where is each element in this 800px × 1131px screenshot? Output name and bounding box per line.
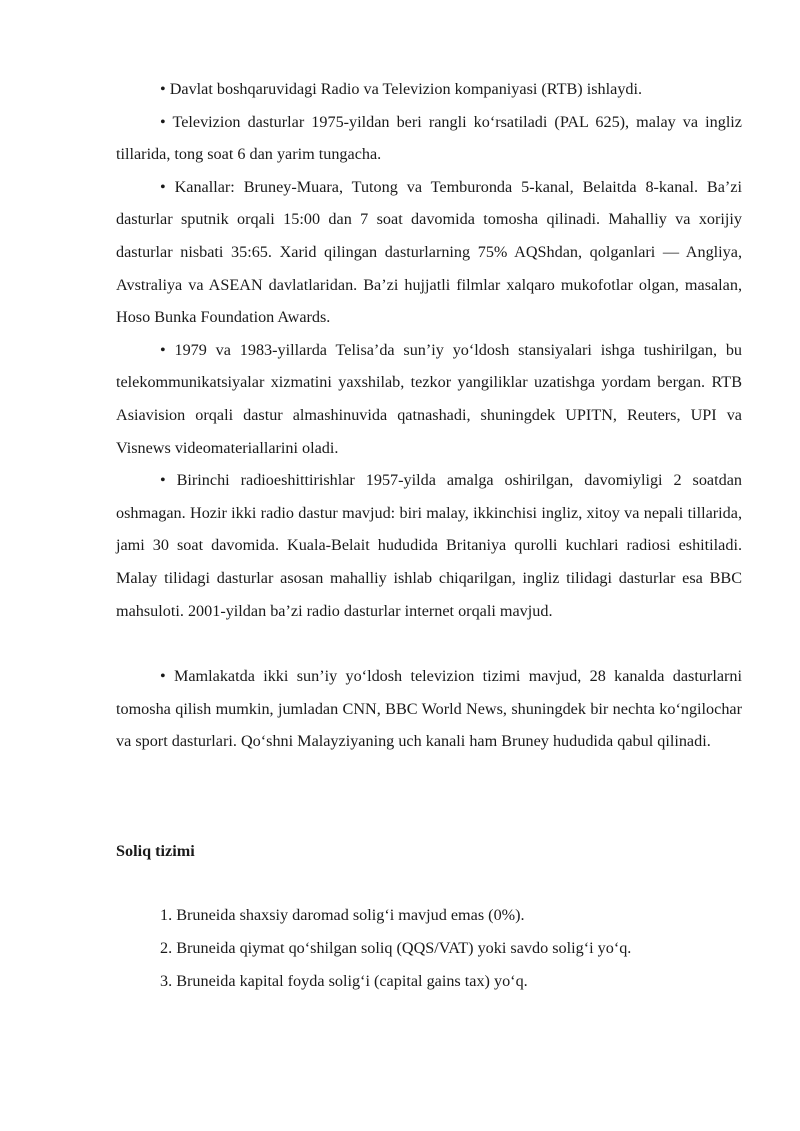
paragraph-satellite-tv: • Mamlakatda ikki sun’iy yo‘ldosh televizion tizimi mavjud, 28 kanalda dasturlarni tomosha qilish mumkin, jumladan CNN, BBC World News, shuningdek bir nechta ko‘ngilochar va sport dasturlari. Qo‘shni Malayziyaning uch kanali ham Bruney hududida qabul qilinadi. (116, 667, 742, 751)
spacer (116, 802, 742, 835)
spacer (116, 627, 742, 660)
paragraph-satellite-stations: • 1979 va 1983-yillarda Telisa’da sun’iy yo‘ldosh stansiyalari ishga tushirilgan, bu telekommunikatsiyalar xizmatini yaxshilab, tezkor yangiliklar uzatishga yordam bergan. RTB Asiavision orqali dastur almashinuvida qatnashadi, shuningdek UPITN, Reuters, UPI va Visnews videomateriallarini oladi. (116, 340, 742, 457)
paragraph-rtb: • Davlat boshqaruvidagi Radio va Televizion kompaniyasi (RTB) ishlaydi. (160, 80, 643, 98)
page-content (116, 73, 742, 997)
spacer (116, 867, 742, 899)
spacer (116, 758, 742, 802)
paragraph-channels: • Kanallar: Bruney-Muara, Tutong va Temburonda 5-kanal, Belaitda 8-kanal. Ba’zi dasturlar sputnik orqali 15:00 dan 7 soat davomida tomosha qilinadi. Mahalliy va xorijiy dasturlar nisbati 35:65. Xarid qilingan dasturlarning 75% AQShdan, qolganlari — Angliya, Avstraliya va ASEAN davlatlaridan. Ba’zi hujjatli filmlar xalqaro mukofotlar olgan, masalan, Hoso Bunka Foundation Awards. (116, 177, 742, 327)
tax-list (116, 899, 742, 997)
list-item: 1. Bruneida shaxsiy daromad solig‘i mavjud emas (0%). (160, 906, 525, 925)
section-heading: Soliq tizimi (116, 841, 195, 860)
paragraph-radio: • Birinchi radioeshittirishlar 1957-yilda amalga oshirilgan, davomiyligi 2 soatdan oshmagan. Hozir ikki radio dastur mavjud: biri malay, ikkinchisi ingliz, xitoy va nepali tillarida, jami 30 soat davomida. Kuala-Belait hududida Britaniya qurolli kuchlari radiosi eshitiladi. Malay tilidagi dasturlar asosan mahalliy ishlab chiqarilgan, ingliz tilidagi dasturlar esa BBC mahsuloti. 2001-yildan ba’zi radio dasturlar internet orqali mavjud. (116, 471, 742, 620)
paragraph-tv-broadcast: • Televizion dasturlar 1975-yildan beri rangli ko‘rsatiladi (PAL 625), malay va ingliz tillarida, tong soat 6 dan yarim tungacha. (116, 112, 742, 164)
list-item: 2. Bruneida qiymat qo‘shilgan soliq (QQS/VAT) yoki savdo solig‘i yo‘q. (160, 939, 632, 958)
list-item: 3. Bruneida kapital foyda solig‘i (capital gains tax) yo‘q. (160, 971, 528, 990)
